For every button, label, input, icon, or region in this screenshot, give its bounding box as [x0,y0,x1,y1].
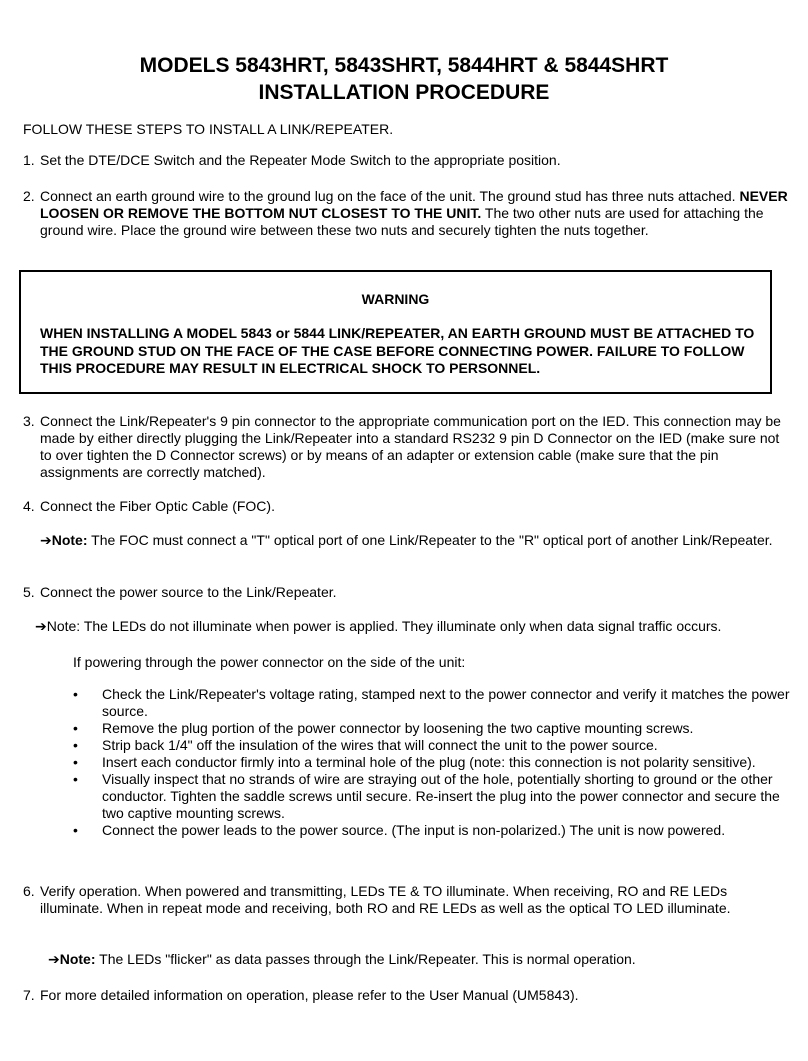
step-number: 4. [23,498,35,514]
step-text: Verify operation. When powered and transmitting, LEDs TE & TO illuminate. When receiving, RO and RE LEDs illuminate. When in repeat mode and receiving, both RO and RE LEDs as well as the optical TO LED illuminate. [40,883,731,916]
power-steps-list [73,686,793,839]
note-leds-power [35,618,808,635]
list-item [73,754,793,771]
step-text [40,188,793,239]
note-label: Note: [51,532,88,548]
list-item-text: Insert each conductor firmly into a terminal hole of the plug (note: this connection is not polarity sensitive). [102,754,756,770]
step-text: Connect the power source to the Link/Repeater. [40,584,337,600]
step-number: 3. [23,413,35,429]
note-flicker [48,951,788,968]
step-text: Set the DTE/DCE Switch and the Repeater Mode Switch to the appropriate position. [40,152,561,168]
list-item-text: Visually inspect that no strands of wire are straying out of the hole, potentially shorting to ground or the other conductor. Tighten the saddle screws until secure. Re-insert the plug into the power connector and secure the two captive mounting screws. [102,771,780,821]
note-text: The LEDs do not illuminate when power is applied. They illuminate only when data signal traffic occurs. [80,618,722,634]
list-item [73,771,793,822]
arrow-right-icon: ➔ [35,618,47,634]
step-4 [23,498,793,515]
step-text-part: Connect an earth ground wire to the ground lug on the face of the unit. The ground stud has three nuts attached. [40,188,740,204]
note-foc [40,532,808,549]
step-6 [23,883,793,917]
warning-body: WHEN INSTALLING A MODEL 5843 or 5844 LINK/REPEATER, AN EARTH GROUND MUST BE ATTACHED TO THE GROUND STUD ON THE FACE OF THE CASE BEFORE CONNECTING POWER. FAILURE TO FOLLOW THIS PROCEDURE MAY RESULT IN ELECTRICAL SHOCK TO PERSONNEL. [40,325,755,376]
step-5 [23,584,793,601]
step-text-part: The two other nuts are used for attaching the ground wire. Place the ground wire between these two nuts and securely tighten the nuts together. [40,205,764,238]
page-title: MODELS 5843HRT, 5843SHRT, 5844HRT & 5844SHRT [139,54,669,77]
note-label: Note: [46,618,81,634]
warning-title: WARNING [361,291,430,307]
step-3 [23,413,793,481]
note-text: The FOC must connect a "T" optical port of one Link/Repeater to the "R" optical port of another Link/Repeater. [87,532,773,548]
list-item-text: Connect the power leads to the power source. (The input is non-polarized.) The unit is now powered. [102,822,726,838]
note-subtext: If powering through the power connector on the side of the unit: [73,654,466,670]
bullet-icon: • [73,720,78,736]
step-number: 2. [23,188,35,204]
step-2 [23,188,793,239]
page-subtitle: INSTALLATION PROCEDURE [258,81,550,104]
step-text: Connect the Fiber Optic Cable (FOC). [40,498,275,514]
bullet-icon: • [73,754,78,770]
step-emphasis: NEVER LOOSEN OR REMOVE THE BOTTOM NUT CLOSEST TO THE UNIT. [40,188,788,221]
list-item-text: Strip back 1/4" off the insulation of the wires that will connect the unit to the power source. [102,737,658,753]
bullet-icon: • [73,686,78,702]
bullet-icon: • [73,771,78,787]
step-1 [23,152,793,169]
list-item [73,822,793,839]
warning-box [19,270,772,394]
intro-text: FOLLOW THESE STEPS TO INSTALL A LINK/REPEATER. [23,121,394,137]
bullet-icon: • [73,737,78,753]
arrow-right-icon: ➔ [48,951,60,967]
step-text: Connect the Link/Repeater's 9 pin connector to the appropriate communication port on the IED. This connection may be made by either directly plugging the Link/Repeater into a standard RS232 9 pin D Connector on the IED (make sure not to over tighten the D Connector screws) or by means of an adapter or extension cable (make sure that the pin assignments are correctly matched). [40,413,781,480]
step-number: 5. [23,584,35,600]
list-item [73,720,793,737]
list-item-text: Check the Link/Repeater's voltage rating, stamped next to the power connector and verify it matches the power source. [102,686,790,719]
step-7 [23,987,793,1004]
list-item-text: Remove the plug portion of the power connector by loosening the two captive mounting screws. [102,720,694,736]
note-text: The LEDs "flicker" as data passes through the Link/Repeater. This is normal operation. [95,951,636,967]
step-text: For more detailed information on operation, please refer to the User Manual (UM5843). [40,987,579,1003]
list-item [73,737,793,754]
list-item [73,686,793,720]
step-number: 7. [23,987,35,1003]
note-label: Note: [59,951,96,967]
bullet-icon: • [73,822,78,838]
arrow-right-icon: ➔ [40,532,52,548]
step-number: 6. [23,883,35,899]
step-number: 1. [23,152,35,168]
